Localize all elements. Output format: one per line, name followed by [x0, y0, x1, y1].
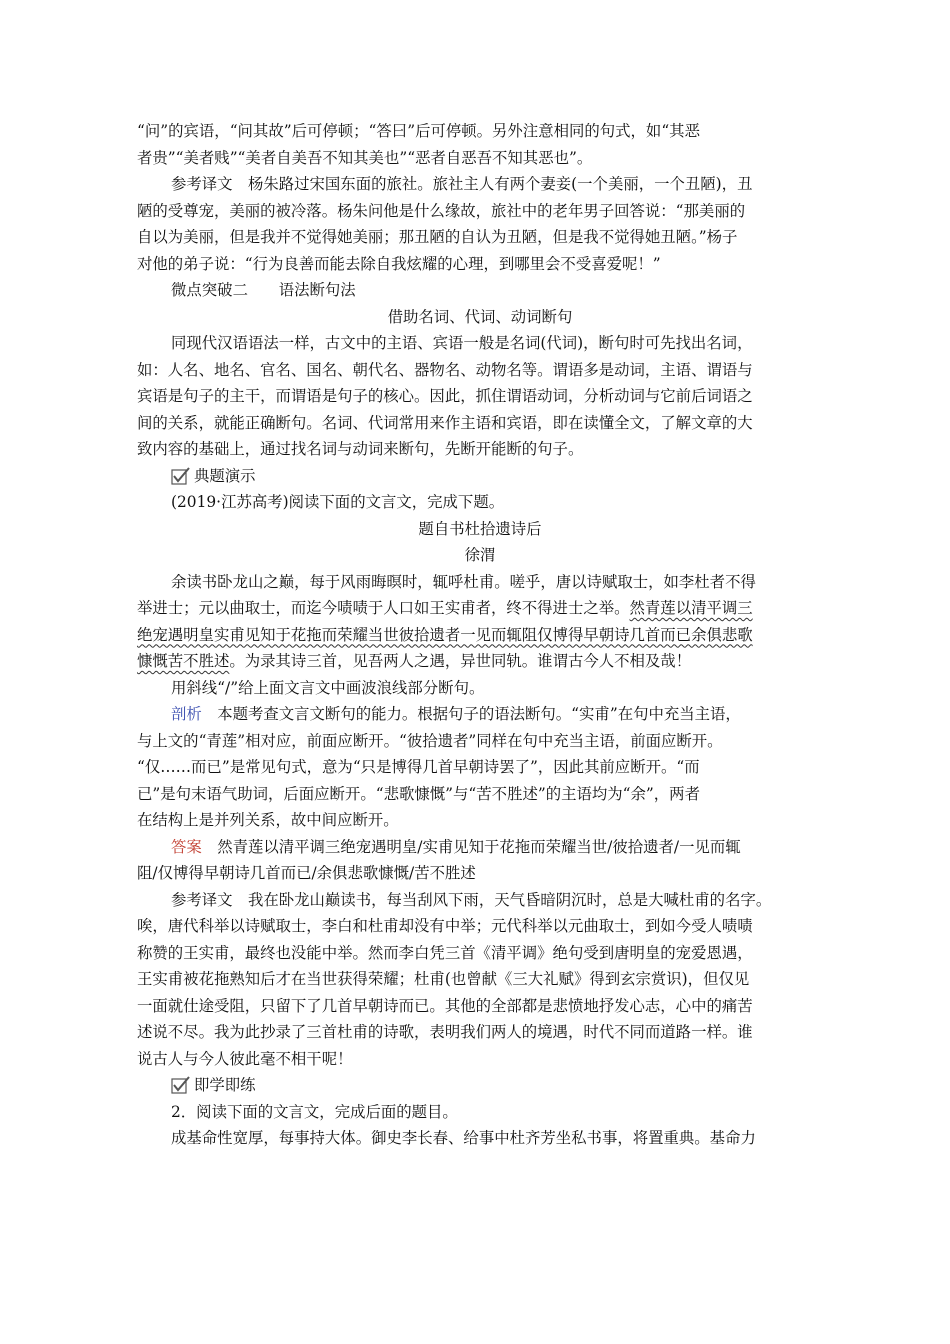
- translation-line: 对他的弟子说：“行为良善而能去除自我炫耀的心理，到哪里会不受喜爱呢！”: [137, 254, 661, 273]
- answer-line: [137, 834, 823, 861]
- translation-line: 称赞的王实甫，最终也没能中举。然而李白凭三首《清平调》绝句受到唐明皇的宠爱恩遇，: [137, 943, 753, 962]
- wavy-underlined-text: 然青莲以清平调三: [629, 599, 753, 617]
- analysis-line: 在结构上是并列关系，故中间应断开。: [137, 811, 399, 829]
- practice-header: [137, 1072, 823, 1099]
- translation-line: 参考译文 杨朱路过宋国东面的旅社。旅社主人有两个妻妾(一个美丽，一个丑陋)，丑: [171, 175, 753, 193]
- practice-header-label: 即学即练: [194, 1076, 256, 1094]
- practice-text-line: 成基命性宽厚，每事持大体。御史李长春、给事中杜齐芳坐私书事，将置重典。基命力: [171, 1129, 756, 1147]
- practice-question: 2．阅读下面的文言文，完成后面的题目。: [171, 1102, 458, 1121]
- answer-label: 答案: [171, 837, 202, 856]
- section-title: 微点突破二 语法断句法: [171, 281, 356, 299]
- text-line: [137, 648, 823, 675]
- text-plain: 。为录其诗三首，见吾两人之遇，异世同轨。谁谓古今人不相及哉！: [229, 652, 692, 670]
- text-plain: 举进士；元以曲取士，而迄今啧啧于人口如王实甫者，终不得进士之举。: [137, 599, 630, 617]
- text-line: [137, 595, 823, 622]
- section-line: 同现代汉语语法一样，古文中的主语、宾语一般是名词(代词)，断句时可先找出名词，: [171, 334, 753, 352]
- analysis-label: 剖析: [171, 705, 202, 723]
- example-header: [137, 463, 823, 490]
- checkbox-icon: [171, 1076, 191, 1094]
- poem-author: 徐渭: [464, 546, 496, 564]
- analysis-line: “仅……而已”是常见句式，意为“只是博得几首早朝诗罢了”，因此其前应断开。“而: [137, 758, 700, 776]
- analysis-text: 本题考查文言文断句的能力。根据句子的语法断句。“实甫”在句中充当主语，: [201, 705, 741, 723]
- section-subtitle: 借助名词、代词、动词断句: [387, 307, 573, 326]
- translation-line: 自以为美丽，但是我并不觉得她美丽；那丑陋的自认为丑陋，但是我不觉得她丑陋。”杨子: [137, 228, 738, 246]
- document-page: [137, 118, 823, 1152]
- wavy-underlined-text: 绝宠遇明皇实甫见知于花拖而荣耀当世彼拾遗者一见而辄阻仅博得早朝诗几首而已余俱悲歌: [137, 625, 753, 644]
- question-line: 用斜线“/”给上面文言文中画波浪线部分断句。: [171, 678, 485, 697]
- wavy-underlined-text: 慷慨苦不胜述: [137, 652, 230, 670]
- analysis-line: 与上文的“青莲”相对应，前面应断开。“彼拾遗者”同样在句中充当主语，前面应断开。: [137, 731, 723, 750]
- translation-line: 参考译文 我在卧龙山巅读书，每当刮风下雨，天气昏暗阴沉时，总是大喊杜甫的名字。: [171, 890, 772, 909]
- example-header-label: 典题演示: [194, 466, 256, 485]
- text-line: 余读书卧龙山之巅，每于风雨晦暝时，辄呼杜甫。嗟乎，唐以诗赋取士，如李杜者不得: [171, 572, 756, 591]
- translation-line: 一面就仕途受阻，只留下了几首早朝诗而已。其他的全部都是悲愤地抒发心志，心中的痛苦: [137, 996, 753, 1015]
- translation-line: 唉，唐代科举以诗赋取士，李白和杜甫却没有中举；元代科举以元曲取士，到如今受人啧啧: [137, 917, 753, 935]
- section-line: 致内容的基础上，通过找名词与动词来断句，先断开能断的句子。: [137, 440, 584, 458]
- translation-line: 说古人与今人彼此毫不相干呢！: [137, 1049, 353, 1068]
- checkbox-icon: [171, 467, 191, 485]
- translation-line: 陋的受尊宠，美丽的被冷落。杨朱问他是什么缘故，旅社中的老年男子回答说：“那美丽的: [137, 201, 746, 220]
- analysis-line: [137, 701, 823, 728]
- example-source: (2019·江苏高考)阅读下面的文言文，完成下题。: [171, 493, 505, 511]
- section-line: 宾语是句子的主干，而谓语是句子的核心。因此，抓住谓语动词，分析动词与它前后词语之: [137, 387, 753, 405]
- answer-line: 阻/仅博得早朝诗几首而已/余俱悲歌慷慨/苦不胜述: [137, 864, 476, 882]
- paragraph-line: 者贵”“美者贱”“美者自美吾不知其美也”“恶者自恶吾不知其恶也”。: [137, 148, 593, 167]
- translation-line: 述说不尽。我为此抄录了三首杜甫的诗歌，表明我们两人的境遇，时代不同而道路一样。谁: [137, 1023, 753, 1041]
- text-line: [137, 622, 823, 649]
- answer-text: 然青莲以清平调三绝宠遇明皇/实甫见知于花拖而荣耀当世/彼拾遗者/一见而辄: [201, 837, 741, 856]
- paragraph-line: “问”的宾语，“问其故”后可停顿；“答曰”后可停顿。另外注意相同的句式，如“其恶: [137, 122, 700, 140]
- translation-line: 王实甫被花拖熟知后才在当世获得荣耀；杜甫(也曾献《三大礼赋》得到玄宗赏识)，但仅见: [137, 970, 750, 988]
- analysis-line: 已”是句末语气助词，后面应断开。“悲歌慷慨”与“苦不胜述”的主语均为“余”，两者: [137, 784, 700, 803]
- poem-title: 题自书杜拾遗诗后: [418, 519, 542, 538]
- section-line: 间的关系，就能正确断句。名词、代词常用来作主语和宾语，即在读懂全文，了解文章的大: [137, 413, 753, 432]
- section-line: 如：人名、地名、官名、国名、朝代名、器物名、动物名等。谓语多是动词，主语、谓语与: [137, 360, 753, 379]
